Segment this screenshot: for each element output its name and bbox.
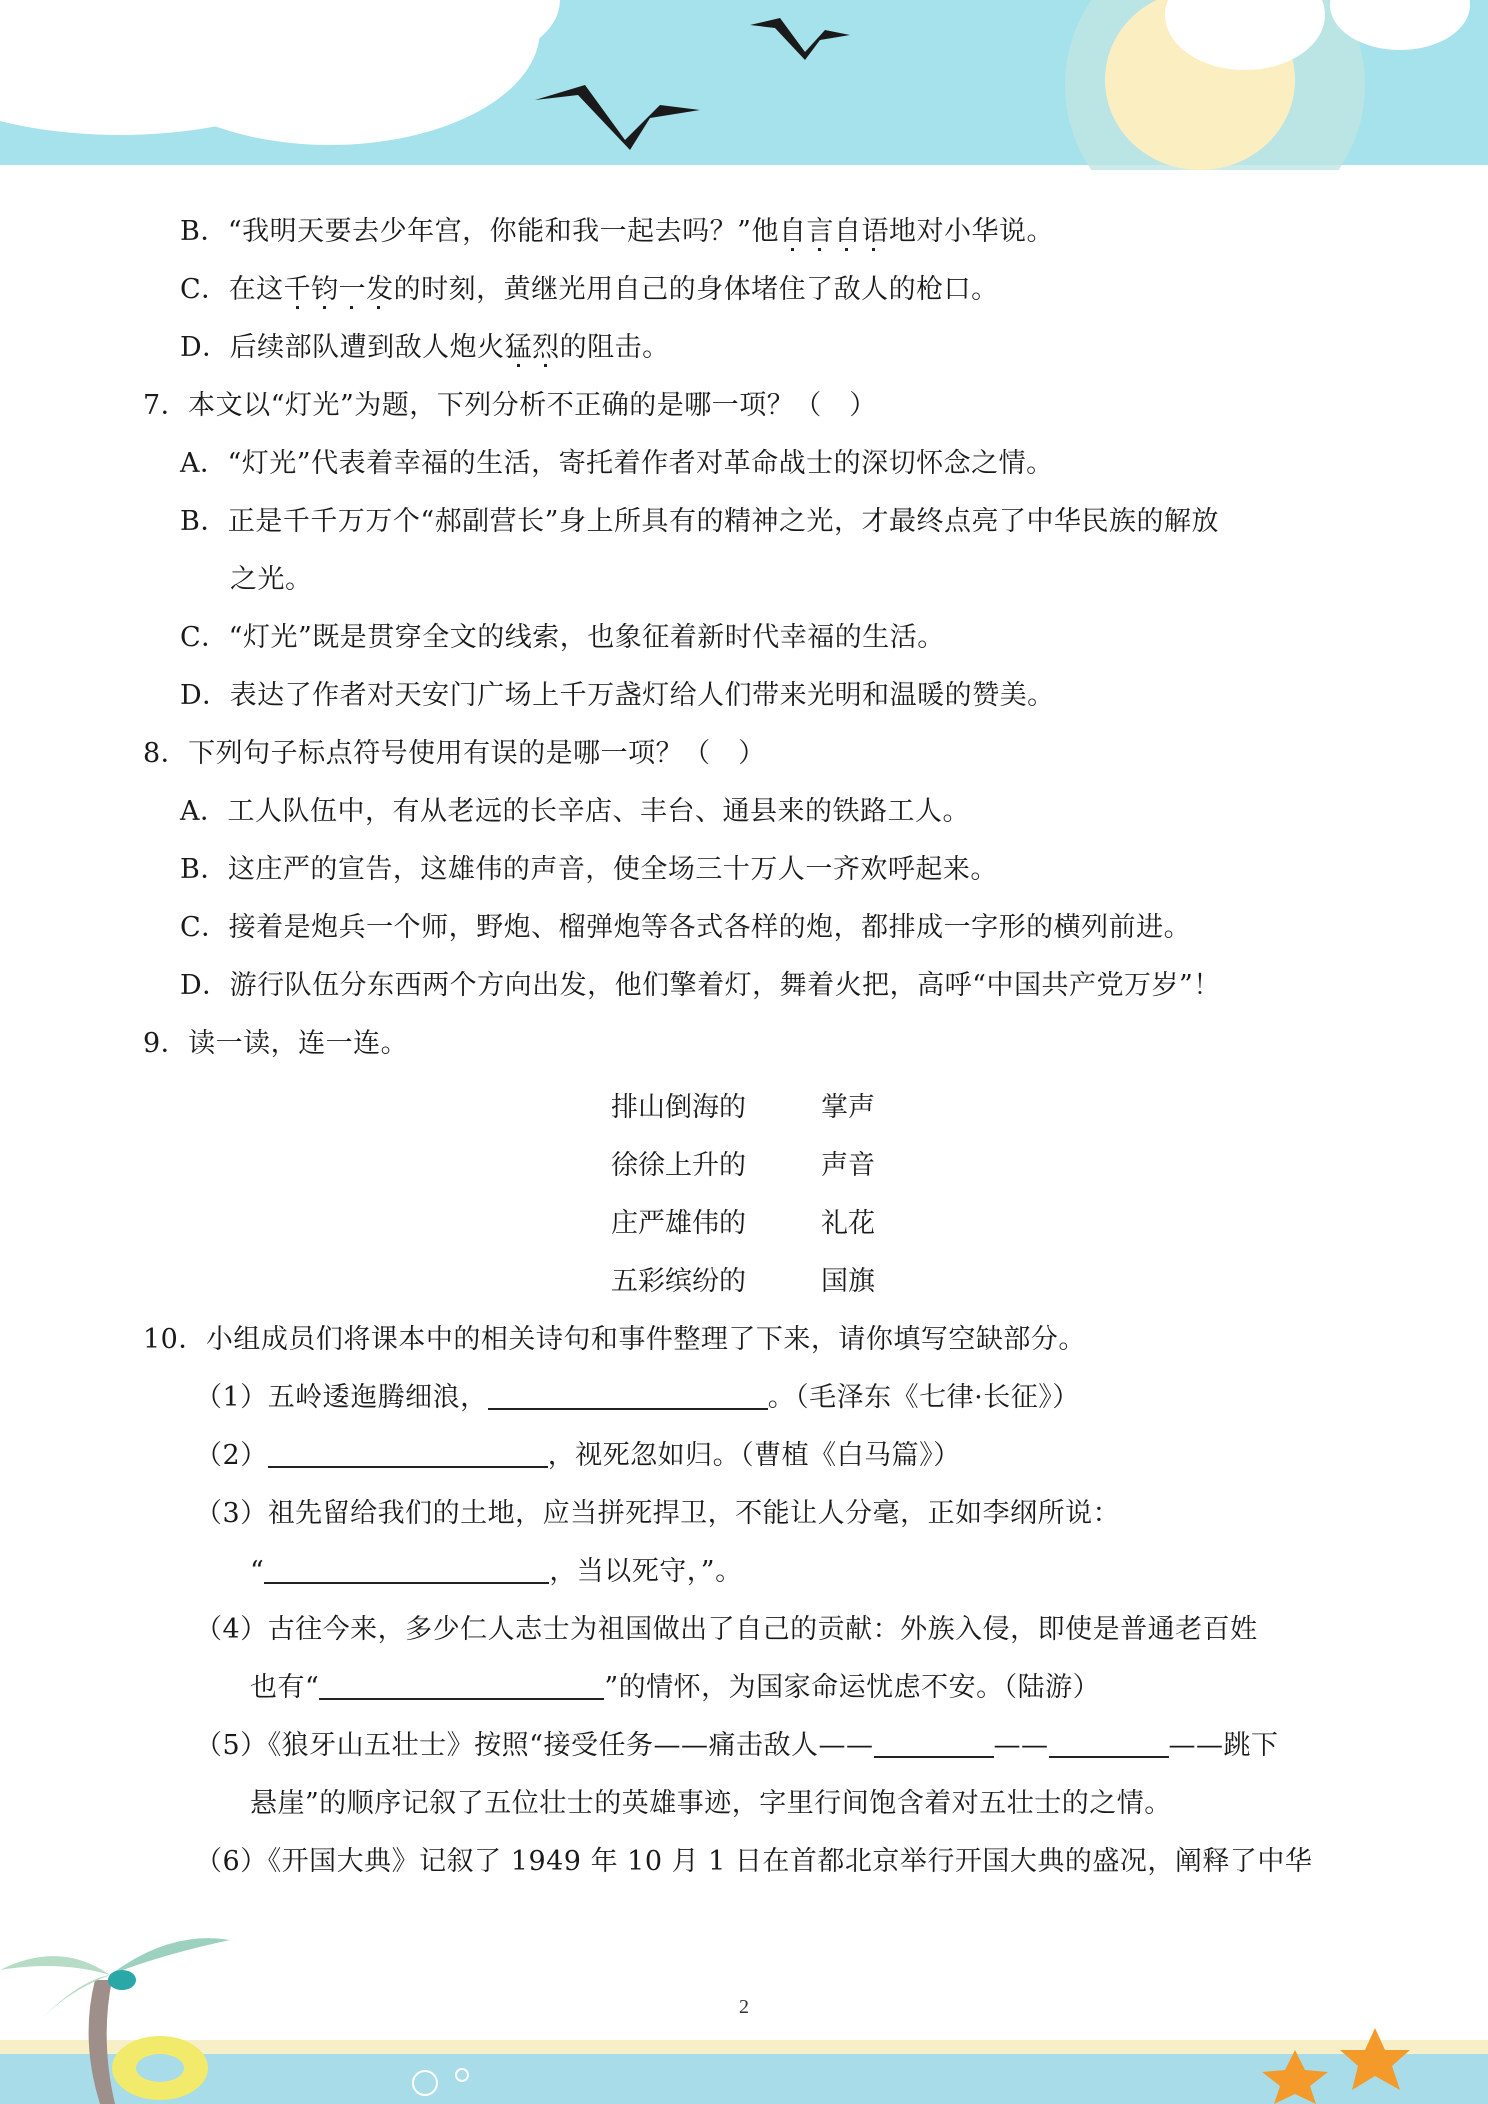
option-text: 的时刻，黄继光用自己的身体堵住了敌人的枪口。 bbox=[393, 274, 999, 305]
match-right-item: 礼花 bbox=[821, 1208, 875, 1239]
item-text: 《狼牙山五壮士》按照“接受任务——痛击敌人—— bbox=[267, 1730, 874, 1761]
fill-blank[interactable] bbox=[268, 1438, 548, 1468]
item-text: —— bbox=[993, 1730, 1049, 1761]
option-text: “灯光”代表着幸福的生活，寄托着作者对革命战士的深切怀念之情。 bbox=[227, 448, 1054, 479]
fill-blank[interactable] bbox=[1049, 1728, 1169, 1758]
match-right-item: 声音 bbox=[821, 1150, 875, 1181]
q10-item-4-cont bbox=[250, 1668, 1100, 1708]
q10-item-4 bbox=[195, 1610, 1258, 1650]
dotted-text: 自言自语 bbox=[779, 216, 889, 251]
sand-band bbox=[0, 2040, 1488, 2054]
item-text: 五岭逶迤腾细浪， bbox=[267, 1382, 488, 1413]
match-left-item: 排山倒海的 bbox=[611, 1092, 746, 1123]
q8-option-c bbox=[180, 908, 1191, 948]
item-text: ”的情怀，为国家命运忧虑不安。（陆游） bbox=[604, 1672, 1101, 1703]
q7-option-c bbox=[180, 618, 945, 658]
q7-option-b-cont: 之光。 bbox=[230, 564, 313, 595]
item-number: （2） bbox=[195, 1440, 268, 1471]
q10-item-5 bbox=[195, 1726, 1279, 1766]
option-text: “我明天要去少年宫，你能和我一起去吗？”他 bbox=[227, 216, 779, 247]
option-text: 工人队伍中，有从老远的长辛店、丰台、通县来的铁路工人。 bbox=[227, 796, 970, 827]
item-number: （6） bbox=[195, 1846, 268, 1877]
q7-option-a bbox=[180, 444, 1054, 484]
option-text: 在这 bbox=[228, 274, 284, 305]
q10-item-3 bbox=[195, 1494, 1120, 1534]
q10-stem: 10．小组成员们将课本中的相关诗句和事件整理了下来，请你填写空缺部分。 bbox=[143, 1324, 1086, 1355]
dotted-word bbox=[779, 216, 889, 251]
item-text: ，当以死守，”。 bbox=[549, 1556, 743, 1587]
option-text: 接着是炮兵一个师，野炮、榴弹炮等各式各样的炮，都排成一字形的横列前进。 bbox=[228, 912, 1192, 943]
option-text: 的阻击。 bbox=[559, 332, 670, 363]
match-right-item: 掌声 bbox=[821, 1092, 875, 1123]
q9-stem: 9．读一读，连一连。 bbox=[143, 1028, 409, 1059]
dotted-text: 千钧一发 bbox=[284, 274, 394, 309]
sea-band bbox=[0, 2054, 1488, 2104]
item-text: 古往今来，多少仁人志士为祖国做出了自己的贡献：外族入侵，即使是普通老百姓 bbox=[267, 1614, 1258, 1645]
q6-option-b bbox=[180, 212, 1054, 252]
item-number: （5） bbox=[195, 1730, 268, 1761]
fill-blank[interactable] bbox=[488, 1380, 768, 1410]
option-text: 表达了作者对天安门广场上千万盏灯给人们带来光明和温暖的赞美。 bbox=[229, 680, 1055, 711]
item-text: 《开国大典》记叙了 1949 年 10 月 1 日在首都北京举行开国大典的盛况，阐释了中华 bbox=[267, 1846, 1313, 1877]
q10-item-2 bbox=[195, 1436, 961, 1476]
item-number: （3） bbox=[195, 1498, 268, 1529]
item-text: ，视死忽如归。（曹植《白马篇》） bbox=[547, 1440, 961, 1471]
option-label: D． bbox=[180, 332, 230, 363]
match-left-item: 五彩缤纷的 bbox=[611, 1266, 746, 1297]
option-label: A． bbox=[180, 448, 228, 479]
item-text: 。（毛泽东《七律·长征》） bbox=[767, 1382, 1080, 1413]
item-number: （1） bbox=[195, 1382, 268, 1413]
option-text: “灯光”既是贯穿全文的线索，也象征着新时代幸福的生活。 bbox=[228, 622, 945, 653]
q8-option-d bbox=[180, 966, 1221, 1006]
q7-stem: 7．本文以“灯光”为题，下列分析不正确的是哪一项？（ ） bbox=[143, 390, 877, 421]
option-text: 正是千千万万个“郝副营长”身上所具有的精神之光，才最终点亮了中华民族的解放 bbox=[227, 506, 1219, 537]
q7-option-d bbox=[180, 676, 1055, 716]
option-label: B． bbox=[180, 506, 228, 537]
option-label: B． bbox=[180, 854, 228, 885]
q8-option-a bbox=[180, 792, 970, 832]
q10-item-3-cont bbox=[250, 1552, 743, 1592]
swim-ring-icon bbox=[112, 2036, 208, 2100]
option-label: D． bbox=[180, 970, 230, 1001]
dotted-text: 猛烈 bbox=[505, 332, 560, 367]
match-right-item: 国旗 bbox=[821, 1266, 875, 1297]
option-text: 游行队伍分东西两个方向出发，他们擎着灯，舞着火把，高呼“中国共产党万岁”！ bbox=[229, 970, 1221, 1001]
option-label: D． bbox=[180, 680, 230, 711]
item-text: ——跳下 bbox=[1168, 1730, 1279, 1761]
fill-blank[interactable] bbox=[319, 1670, 604, 1700]
match-left-item: 庄严雄伟的 bbox=[611, 1208, 746, 1239]
q10-item-6 bbox=[195, 1842, 1312, 1882]
item-text: 也有“ bbox=[250, 1672, 320, 1703]
option-label: C． bbox=[180, 622, 229, 653]
q8-option-b bbox=[180, 850, 998, 890]
q10-item-1 bbox=[195, 1378, 1080, 1418]
header-sky-illustration bbox=[0, 0, 1488, 170]
q6-option-c bbox=[180, 270, 999, 310]
option-text: 地对小华说。 bbox=[888, 216, 1054, 247]
q6-option-d bbox=[180, 328, 670, 368]
page-number: 2 bbox=[739, 1996, 749, 2018]
option-label: B． bbox=[180, 216, 228, 247]
fill-blank[interactable] bbox=[264, 1554, 549, 1584]
fill-blank[interactable] bbox=[874, 1728, 994, 1758]
q8-stem: 8．下列句子标点符号使用有误的是哪一项？（ ） bbox=[143, 738, 766, 769]
item-text: 祖先留给我们的土地，应当拼死捍卫，不能让人分毫，正如李纲所说： bbox=[267, 1498, 1121, 1529]
option-text: 后续部队遭到敌人炮火 bbox=[229, 332, 505, 363]
q10-item-5-cont: 悬崖”的顺序记叙了五位壮士的英雄事迹，字里行间饱含着对五壮士的之情。 bbox=[250, 1788, 1172, 1819]
option-text: 这庄严的宣告，这雄伟的声音，使全场三十万人一齐欢呼起来。 bbox=[227, 854, 998, 885]
option-label: C． bbox=[180, 274, 229, 305]
q7-option-b bbox=[180, 502, 1219, 542]
item-number: （4） bbox=[195, 1614, 268, 1645]
option-label: C． bbox=[180, 912, 229, 943]
match-left-item: 徐徐上升的 bbox=[611, 1150, 746, 1181]
option-label: A． bbox=[180, 796, 228, 827]
item-text: “ bbox=[250, 1556, 265, 1587]
